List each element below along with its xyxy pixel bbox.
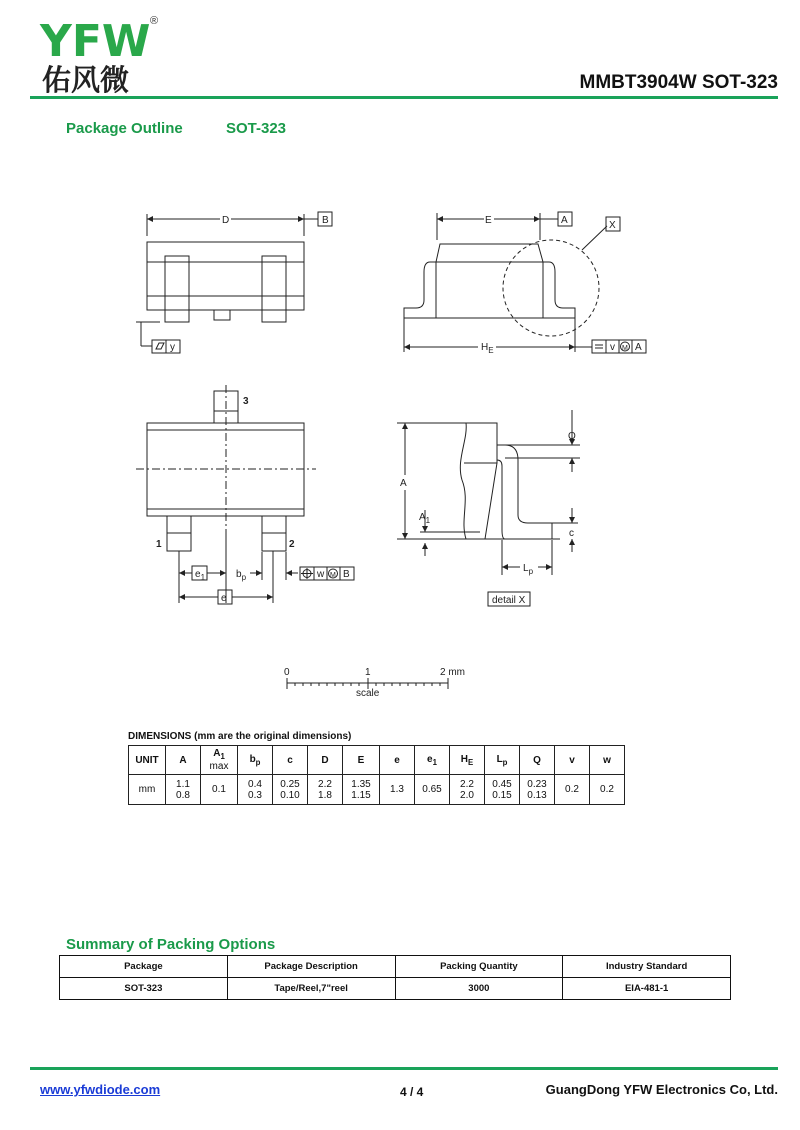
svg-text:YFW: YFW	[40, 16, 151, 67]
dim-e: e	[221, 593, 227, 604]
dim-header-cell: $b_p$	[238, 746, 273, 775]
dim-value-cell: 0.23 0.13	[520, 775, 555, 805]
dim-value-cell: 2.2 1.8	[308, 775, 343, 805]
dim-header-cell: $L_p$	[485, 746, 520, 775]
packing-value-row	[60, 978, 731, 1000]
packing-table	[59, 955, 731, 1000]
dim-value-cell: 0.25 0.10	[273, 775, 308, 805]
datum-B: B	[322, 215, 329, 226]
dim-HE: $H_E$	[481, 342, 494, 355]
pin-3: 3	[243, 396, 249, 407]
svg-text:A: A	[635, 342, 642, 353]
dim-value-cell: 1.1 0.8	[166, 775, 201, 805]
company-name: GuangDong YFW Electronics Co, Ltd.	[545, 1082, 778, 1097]
packing-value-cell: EIA-481-1	[563, 978, 731, 1000]
dim-Lp: $L_p$	[523, 563, 534, 576]
pin-2: 2	[289, 539, 295, 550]
packing-value-cell: SOT-323	[60, 978, 228, 1000]
package-outline-type: SOT-323	[226, 120, 287, 137]
datum-A: A	[561, 215, 568, 226]
top-view-drawing	[136, 212, 332, 353]
dim-header-cell: e	[380, 746, 415, 775]
dim-header-cell: D	[308, 746, 343, 775]
bottom-view-drawing	[136, 385, 354, 604]
dim-D: D	[222, 215, 230, 226]
packing-title: Summary of Packing Options	[66, 936, 276, 953]
website-link[interactable]: www.yfwdiode.com	[40, 1082, 161, 1097]
scale-tick-2: 2 mm	[440, 667, 465, 678]
dimensions-value-row	[129, 775, 625, 805]
dim-E: E	[485, 215, 492, 226]
scale-tick-1: 1	[365, 667, 371, 678]
scale-tick-0: 0	[284, 667, 290, 678]
dim-value-cell: 1.3	[380, 775, 415, 805]
dim-value-cell: 0.65	[415, 775, 450, 805]
detail-X-label: X	[609, 220, 616, 231]
dim-value-cell: 0.1	[201, 775, 238, 805]
detail-x-caption: detail X	[492, 595, 526, 606]
packing-value-cell: Tape/Reel,7"reel	[227, 978, 395, 1000]
dim-value-cell: 0.2	[555, 775, 590, 805]
tol-v: v	[610, 342, 615, 353]
dim-value-cell: 1.35 1.15	[343, 775, 380, 805]
pin-1: 1	[156, 539, 162, 550]
dim-A1: $A_1$	[419, 512, 431, 525]
side-view-drawing	[404, 212, 646, 355]
scale-bar	[284, 667, 465, 699]
dim-Q: Q	[568, 431, 576, 442]
dimensions-header-row	[129, 746, 625, 775]
footer-rule	[30, 1067, 778, 1070]
dim-header-cell: w	[590, 746, 625, 775]
tol-y: y	[170, 342, 175, 353]
dim-value-cell: 0.2	[590, 775, 625, 805]
packing-value-cell: 3000	[395, 978, 563, 1000]
detail-x-drawing	[397, 410, 580, 606]
dim-header-cell: c	[273, 746, 308, 775]
dim-value-cell: 0.4 0.3	[238, 775, 273, 805]
dim-header-cell: $A_1$ max	[201, 746, 238, 775]
svg-text:M: M	[330, 572, 336, 579]
page-number: 4 / 4	[400, 1085, 424, 1099]
dim-e1: $e_1$	[195, 569, 206, 582]
svg-text:M: M	[622, 345, 628, 352]
svg-text:佑风微: 佑风微	[42, 63, 130, 94]
part-title: MMBT3904W SOT-323	[579, 72, 778, 93]
scale-caption: scale	[356, 688, 380, 699]
package-outline-label: Package Outline	[66, 120, 183, 137]
dim-header-cell: A	[166, 746, 201, 775]
dim-header-cell: $H_E$	[450, 746, 485, 775]
dimensions-table	[128, 745, 625, 805]
dim-value-cell: mm	[129, 775, 166, 805]
packing-header-row	[60, 956, 731, 978]
dim-A: A	[400, 478, 407, 489]
packing-header-cell: Industry Standard	[563, 956, 731, 978]
svg-text:®: ®	[150, 15, 159, 27]
dim-header-cell: UNIT	[129, 746, 166, 775]
dimensions-caption: DIMENSIONS (mm are the original dimensions)	[128, 731, 352, 742]
packing-header-cell: Package Description	[227, 956, 395, 978]
tol-w: w	[317, 569, 325, 580]
dim-c: c	[569, 528, 574, 539]
dim-value-cell: 2.2 2.0	[450, 775, 485, 805]
packing-header-cell: Packing Quantity	[395, 956, 563, 978]
dim-header-cell: Q	[520, 746, 555, 775]
dim-header-cell: $e_1$	[415, 746, 450, 775]
svg-text:B: B	[343, 569, 350, 580]
dim-header-cell: E	[343, 746, 380, 775]
dim-bp: $b_p$	[236, 569, 247, 582]
dim-value-cell: 0.45 0.15	[485, 775, 520, 805]
packing-header-cell: Package	[60, 956, 228, 978]
dim-header-cell: v	[555, 746, 590, 775]
